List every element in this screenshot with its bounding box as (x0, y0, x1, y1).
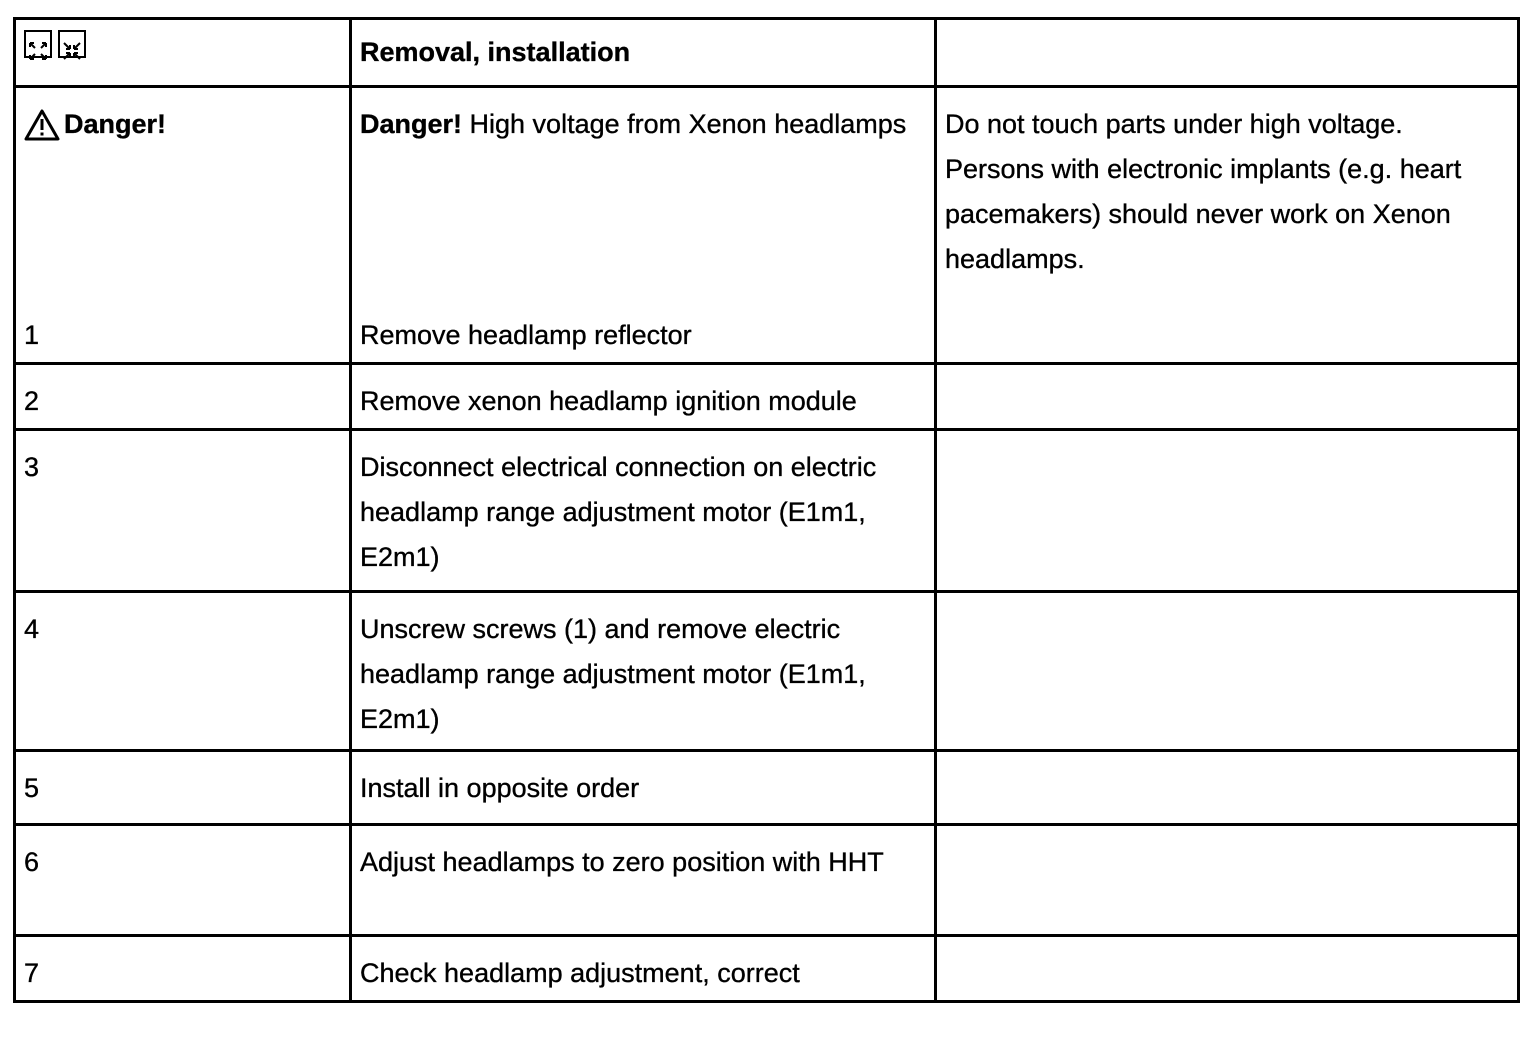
table-header-row (15, 19, 1519, 87)
header-icons-cell (15, 19, 351, 87)
step-number: 6 (15, 825, 351, 936)
step-number: 7 (15, 936, 351, 1002)
table-row-danger (15, 87, 1519, 364)
step-note (936, 592, 1519, 751)
step-text: Remove headlamp reflector (360, 320, 692, 350)
expand-icon[interactable] (24, 30, 52, 58)
step-text: Disconnect electrical connection on electric headlamp range adjustment motor (E1m1, E2m1) (351, 430, 936, 592)
table-row (15, 825, 1519, 936)
step-number: 3 (15, 430, 351, 592)
table-row (15, 936, 1519, 1002)
step-number: 2 (15, 364, 351, 430)
step-number: 4 (15, 592, 351, 751)
step-note (936, 751, 1519, 825)
page-title: Removal, installation (360, 37, 631, 67)
danger-title-prefix: Danger! (360, 109, 463, 139)
danger-title-rest: High voltage from Xenon headlamps (462, 109, 907, 139)
step-text: Unscrew screws (1) and remove electric headlamp range adjustment motor (E1m1, E2m1) (351, 592, 936, 751)
step-text: Check headlamp adjustment, correct (351, 936, 936, 1002)
warning-triangle-icon (24, 109, 60, 141)
header-notes-cell (936, 19, 1519, 87)
danger-action-cell (351, 87, 936, 364)
table-row (15, 364, 1519, 430)
header-title-cell (351, 19, 936, 87)
danger-label-text: Danger! (64, 109, 167, 139)
danger-note-cell (936, 87, 1519, 364)
table-row (15, 751, 1519, 825)
collapse-icon[interactable] (58, 30, 86, 58)
danger-note: Do not touch parts under high voltage. Persons with electronic implants (e.g. heart pacemakers) should never work on Xenon headlamps. (945, 109, 1462, 274)
step-note (936, 364, 1519, 430)
step-note (936, 825, 1519, 936)
danger-label (24, 102, 341, 147)
table-row (15, 430, 1519, 592)
step-text: Install in opposite order (351, 751, 936, 825)
step-number: 1 (24, 320, 40, 350)
danger-title (360, 102, 926, 147)
step-text: Adjust headlamps to zero position with HHT (351, 825, 936, 936)
table-row (15, 592, 1519, 751)
procedure-table (13, 17, 1520, 1003)
step-note (936, 936, 1519, 1002)
step-note (936, 430, 1519, 592)
danger-step-cell (15, 87, 351, 364)
step-text: Remove xenon headlamp ignition module (351, 364, 936, 430)
step-number: 5 (15, 751, 351, 825)
